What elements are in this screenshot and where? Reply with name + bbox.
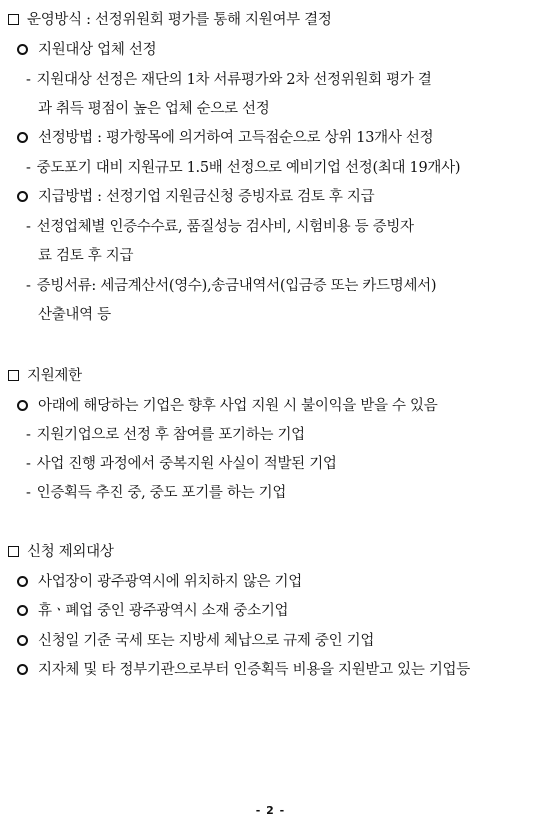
dash-bullet: - [26, 485, 31, 501]
dash-item: - 사업 진행 과정에서 중복지원 사실이 적발된 기업 [26, 456, 337, 472]
dash-item-continuation: 과 취득 평점이 높은 업체 순으로 선정 [38, 101, 270, 117]
circle-bullet-icon [17, 605, 28, 616]
dash-item-continuation: 료 검토 후 지급 [38, 248, 134, 264]
circle-bullet-icon [17, 576, 28, 587]
circle-bullet-icon [17, 132, 28, 143]
circle-bullet-icon [17, 635, 28, 646]
dash-bullet: - [26, 278, 31, 294]
circle-item: 지급방법 : 선정기업 지원금신청 증빙자료 검토 후 지급 [17, 187, 374, 207]
section-heading: 신청 제외대상 [8, 542, 114, 562]
circle-item: 신청일 기준 국세 또는 지방세 체납으로 규제 중인 기업 [17, 631, 374, 651]
dash-item: - 인증획득 추진 중, 중도 포기를 하는 기업 [26, 485, 287, 501]
circle-item: 지원대상 업체 선정 [17, 40, 156, 60]
circle-item: 선정방법 : 평가항목에 의거하여 고득점순으로 상위 13개사 선정 [17, 128, 433, 148]
circle-bullet-icon [17, 191, 28, 202]
page-number: - 2 - [255, 804, 286, 817]
dash-item: - 중도포기 대비 지원규모 1.5배 선정으로 예비기업 선정(최대 19개사) [26, 160, 461, 176]
dash-item-continuation: 산출내역 등 [38, 307, 111, 323]
dash-item: - 증빙서류: 세금계산서(영수),송금내역서(입금증 또는 카드명세서) [26, 278, 437, 294]
dash-bullet: - [26, 160, 31, 176]
square-bullet-icon [8, 546, 19, 557]
dash-item: - 선정업체별 인증수수료, 품질성능 검사비, 시험비용 등 증빙자 [26, 219, 414, 235]
circle-item: 사업장이 광주광역시에 위치하지 않은 기업 [17, 572, 302, 592]
dash-item: - 지원기업으로 선정 후 참여를 포기하는 기업 [26, 427, 305, 443]
section-heading: 운영방식 : 선정위원회 평가를 통해 지원여부 결정 [8, 10, 332, 30]
dash-bullet: - [26, 72, 31, 88]
circle-bullet-icon [17, 44, 28, 55]
circle-item: 휴ㆍ폐업 중인 광주광역시 소재 중소기업 [17, 601, 288, 621]
dash-bullet: - [26, 219, 31, 235]
square-bullet-icon [8, 370, 19, 381]
circle-item: 아래에 해당하는 기업은 향후 사업 지원 시 불이익을 받을 수 있음 [17, 396, 437, 416]
circle-item: 지자체 및 타 정부기관으로부터 인증획득 비용을 지원받고 있는 기업등 [17, 660, 470, 680]
dash-bullet: - [26, 456, 31, 472]
section-heading: 지원제한 [8, 366, 82, 386]
dash-item: - 지원대상 선정은 재단의 1차 서류평가와 2차 선정위원회 평가 결 [26, 72, 432, 88]
circle-bullet-icon [17, 400, 28, 411]
circle-bullet-icon [17, 664, 28, 675]
dash-bullet: - [26, 427, 31, 443]
square-bullet-icon [8, 14, 19, 25]
